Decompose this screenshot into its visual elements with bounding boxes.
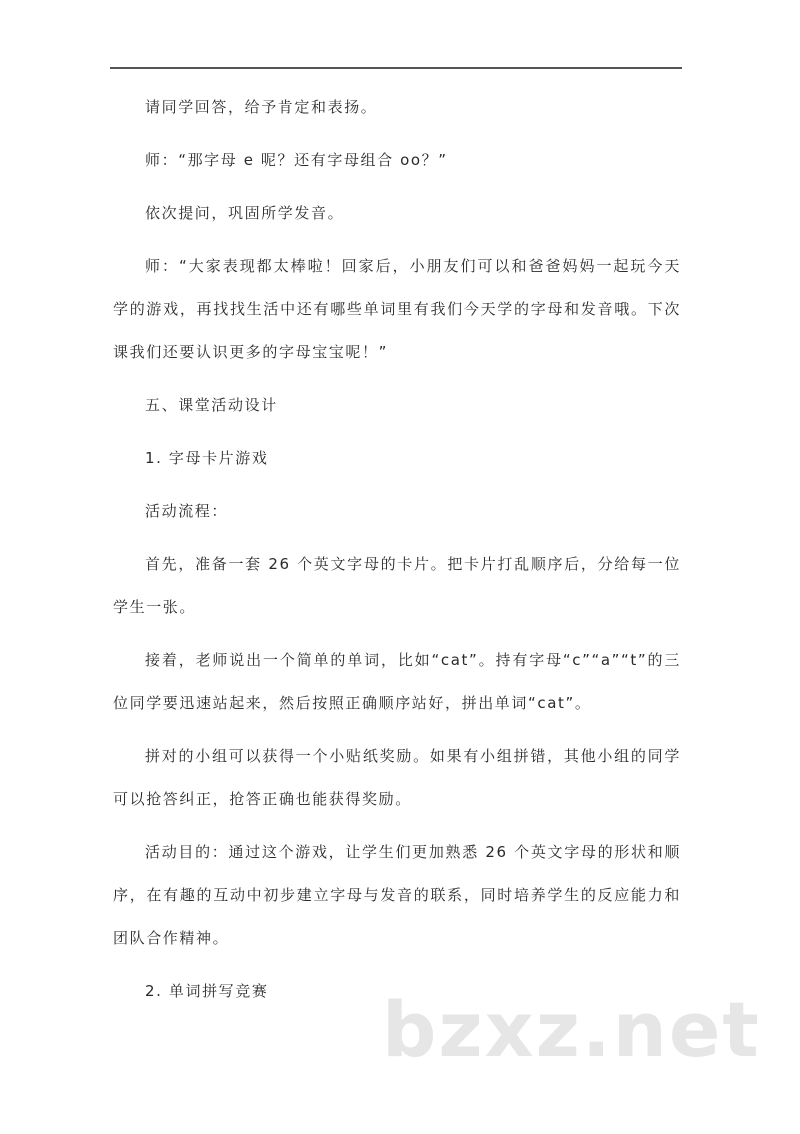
paragraph: 活动目的：通过这个游戏，让学生们更加熟悉 26 个英文字母的形状和顺序，在有趣的互动中初步建立字母与发音的联系，同时培养学生的反应能力和团队合作精神。 (113, 843, 681, 947)
subsection-heading: 1. 字母卡片游戏 (145, 449, 269, 467)
section-heading: 五、课堂活动设计 (145, 396, 278, 414)
header-rule (110, 67, 682, 69)
paragraph: 接着，老师说出一个简单的单词，比如“cat”。持有字母“c”“a”“t”的三位同学要迅速站起来，然后按照正确顺序站好，拼出单词“cat”。 (113, 651, 681, 712)
paragraph: 请同学回答，给予肯定和表扬。 (145, 98, 378, 116)
paragraph: 师：“大家表现都太棒啦！回家后，小朋友们可以和爸爸妈妈一起玩今天学的游戏，再找找生活中还有哪些单词里有我们今天学的字母和发音哦。下次课我们还要认识更多的字母宝宝呢！” (113, 257, 681, 361)
paragraph: 拼对的小组可以获得一个小贴纸奖励。如果有小组拼错，其他小组的同学可以抢答纠正，抢答正确也能获得奖励。 (113, 747, 681, 808)
paragraph: 首先，准备一套 26 个英文字母的卡片。把卡片打乱顺序后，分给每一位学生一张。 (113, 555, 681, 616)
paragraph: 师：“那字母 e 呢？还有字母组合 oo？” (145, 151, 448, 169)
paragraph: 活动流程： (145, 502, 229, 520)
paragraph: 依次提问，巩固所学发音。 (145, 204, 345, 222)
subsection-heading: 2. 单词拼写竞赛 (145, 982, 269, 1000)
document-body (113, 86, 681, 1013)
watermark: bzxz.net (382, 985, 761, 1074)
